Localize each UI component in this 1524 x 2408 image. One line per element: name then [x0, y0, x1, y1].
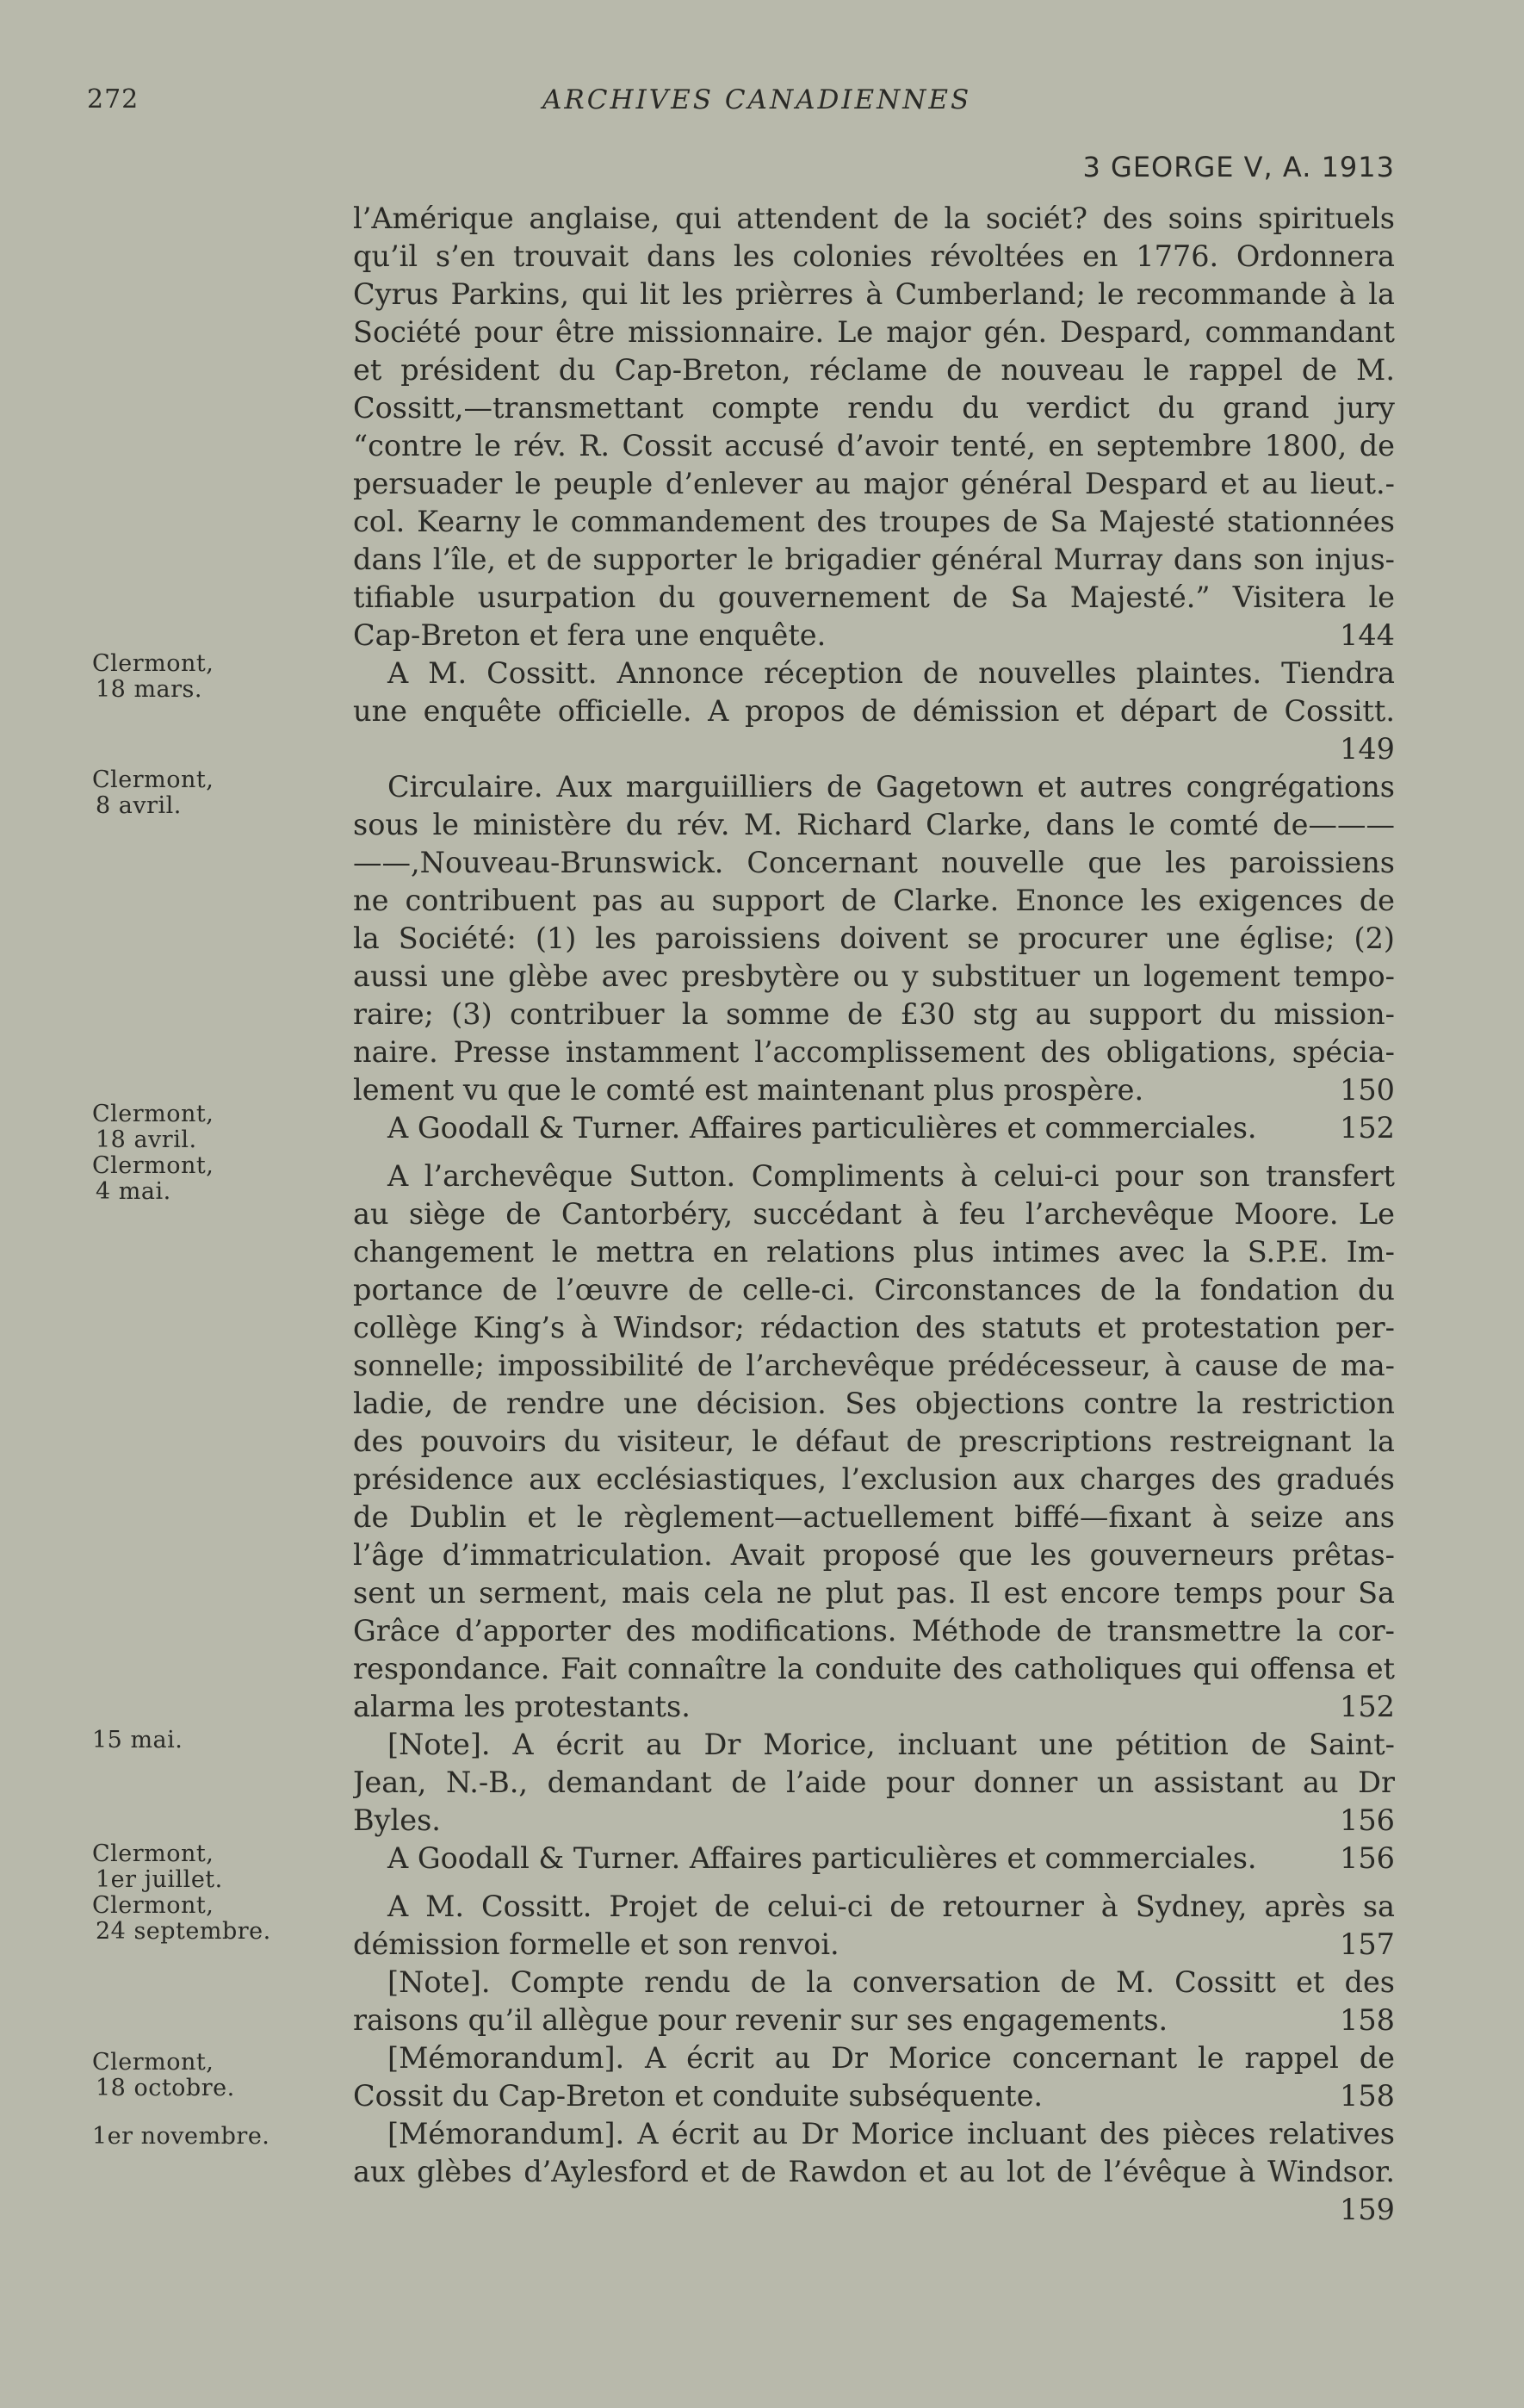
- margin-note: 15 mai.: [92, 1727, 183, 1753]
- page-ref: 158: [1340, 2079, 1395, 2113]
- entry: [Note]. A écrit au Dr Morice, incluant une pétition de Saint- Jean, N.-B., demandant de l’aide pour donner un assistant au Dr Byles. 156: [353, 1726, 1395, 1840]
- page-ref: 152: [1340, 1111, 1395, 1145]
- margin-note: Clermont, 8 avril.: [92, 766, 214, 819]
- margin-note: Clermont, 18 octobre.: [92, 2049, 235, 2101]
- page-ref: 150: [1340, 1073, 1395, 1107]
- page-number: 272: [87, 84, 139, 115]
- session-label: 3 GEORGE V, A. 1913: [1082, 151, 1395, 183]
- entry: A Goodall & Turner. Affaires particulières et commerciales. 156: [353, 1840, 1395, 1877]
- entry: l’Amérique anglaise, qui attendent de la sociét? des soins spirituels qu’il s’en trouvait dans les colonies révoltées en 1776. Ordonnera Cyrus Parkins, qui lit les prièrres à Cumberland; le recommande à la Société pour être missionnaire. Le major gén. Despard, commandant et président du Cap-Breton, réclame de nouveau le rappel de M. Cossitt,—transmettant compte rendu du verdict du grand jury “contre le rév. R. Cossit accusé d’avoir tenté, en septembre 1800, de persuader le peuple d’enlever au major général Despard et au lieut.- col. Kearny le commandement des troupes de Sa Majesté stationnées dans l’île, et de supporter le brigadier général Murray dans son injus- tifiable usurpation du gouvernement de Sa Majesté.” Visitera le Cap-Breton et fera une enquête. 144: [353, 200, 1395, 655]
- margin-note: Clermont, 18 avril. Clermont, 4 mai.: [92, 1101, 214, 1205]
- page-ref: 159: [1340, 2193, 1395, 2226]
- page-ref: 156: [1340, 1841, 1395, 1875]
- entry: A Goodall & Turner. Affaires particulières et commerciales. 152: [353, 1109, 1395, 1147]
- page-ref: 158: [1340, 2003, 1395, 2037]
- margin-note: Clermont, 18 mars.: [92, 650, 214, 703]
- entry: A M. Cossitt. Projet de celui-ci de retourner à Sydney, après sa démission formelle et son renvoi. 157: [353, 1888, 1395, 1964]
- page-ref: 144: [1340, 618, 1395, 652]
- entry: Circulaire. Aux marguiilliers de Gagetown et autres congrégations sous le ministère du rév. M. Richard Clarke, dans le comté de——— ——,Nouveau-Brunswick. Concernant nouvelle que les paroissiens ne contribuent pas au support de Clarke. Enonce les exigences de la Société: (1) les paroissiens doivent se procurer une église; (2) aussi une glèbe avec presbytère ou y substituer un logement tempo- raire; (3) contribuer la somme de £30 stg au support du mission- naire. Presse instamment l’accomplissement des obligations, spécia- lement vu que le comté est maintenant plus prospère. 150: [353, 768, 1395, 1109]
- entry: [Mémorandum]. A écrit au Dr Morice incluant des pièces relatives aux glèbes d’Aylesford et de Rawdon et au lot de l’évêque à Windsor. 159: [353, 2117, 1395, 2226]
- margin-note: 1er novembre.: [92, 2123, 270, 2150]
- running-title: ARCHIVES CANADIENNES: [542, 84, 972, 115]
- entries-body: [353, 200, 1395, 2229]
- page-ref: 149: [1340, 732, 1395, 766]
- page-ref: 152: [1340, 1690, 1395, 1723]
- entry: A M. Cossitt. Annonce réception de nouvelles plaintes. Tiendra une enquête officielle. A propos de démission et départ de Cossitt. 149: [353, 656, 1395, 766]
- page-ref: 156: [1340, 1803, 1395, 1837]
- margin-note: Clermont, 1er juillet. Clermont, 24 septembre.: [92, 1840, 271, 1945]
- entry: A l’archevêque Sutton. Compliments à celui-ci pour son transfert au siège de Cantorbéry, succédant à feu l’archevêque Moore. Le changement le mettra en relations plus intimes avec la S.P.E. Im- portance de l’œuvre de celle-ci. Circonstances de la fondation du collège King’s à Windsor; rédaction des statuts et protestation per- sonnelle; impossibilité de l’archevêque prédécesseur, à cause de ma- ladie, de rendre une décision. Ses objections contre la restriction des pouvoirs du visiteur, le défaut de prescriptions restreignant la présidence aux ecclésiastiques, l’exclusion aux charges des gradués de Dublin et le règlement—actuellement biffé—fixant à seize ans l’âge d’immatriculation. Avait proposé que les gouverneurs prêtas- sent un serment, mais cela ne plut pas. Il est encore temps pour Sa Grâce d’apporter des modifications. Méthode de transmettre la cor- respondance. Fait connaître la conduite des catholiques qui offensa et alarma les protestants. 152: [353, 1157, 1395, 1726]
- page-ref: 157: [1340, 1927, 1395, 1961]
- entry: [Note]. Compte rendu de la conversation de M. Cossitt et des raisons qu’il allègue pour revenir sur ses engagements. 158: [353, 1964, 1395, 2039]
- entry: [Mémorandum]. A écrit au Dr Morice concernant le rappel de Cossit du Cap-Breton et conduite subséquente. 158: [353, 2039, 1395, 2115]
